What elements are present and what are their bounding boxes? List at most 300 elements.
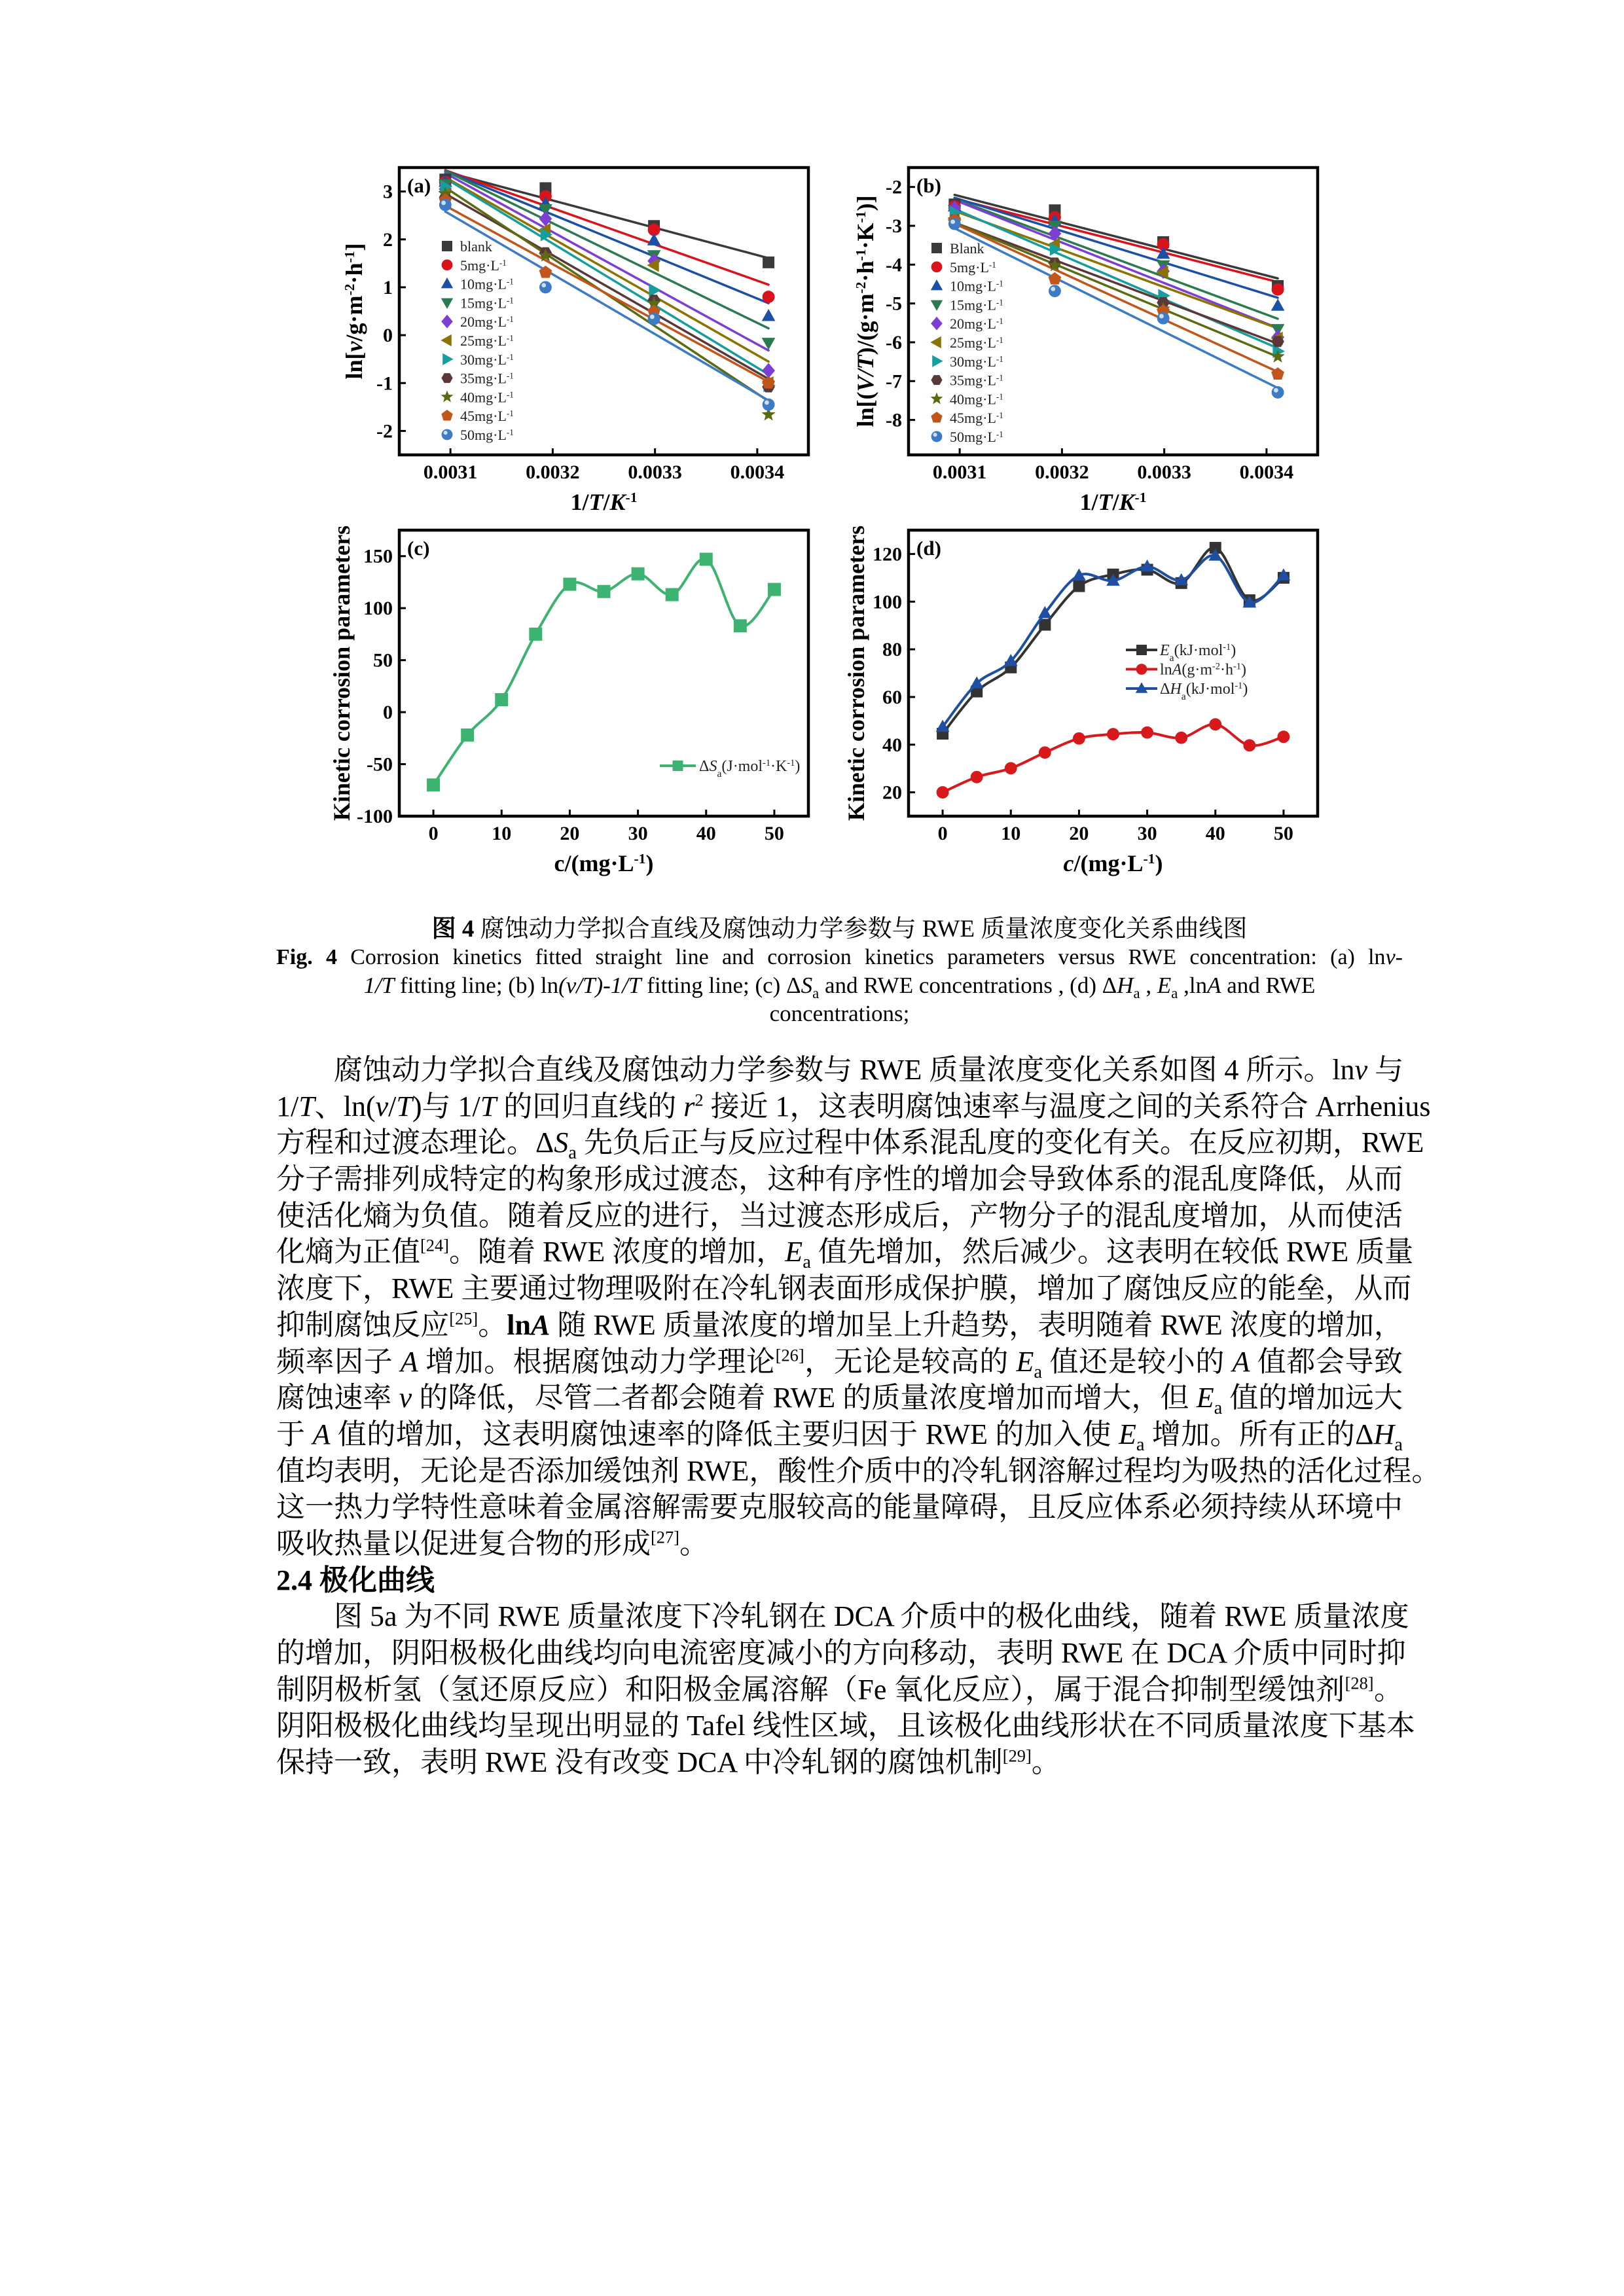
text-run: -1 <box>506 408 514 418</box>
text-line <box>276 1380 1403 1416</box>
data-point <box>1271 298 1285 310</box>
legend-label <box>460 276 514 293</box>
text-run: E <box>785 1236 803 1268</box>
legend-item <box>931 259 996 276</box>
y-tick-label: 40 <box>882 734 902 756</box>
text-run: [28] <box>1344 1673 1374 1693</box>
legend-label <box>460 314 514 330</box>
text-run: ，无论是较高的 <box>804 1345 1017 1378</box>
text-run: /(mg·L <box>1074 850 1144 876</box>
text-run: 1/T <box>363 973 395 998</box>
sphere-body <box>763 399 775 411</box>
text-run: (v/T)-1/T <box>558 973 641 998</box>
text-run: 图 5a 为不同 RWE 质量浓度下冷轧钢在 DCA 介质中的极化曲线，随着 RWE 质量浓度 <box>334 1600 1409 1633</box>
text-line <box>276 1088 1431 1125</box>
legend-item <box>442 257 507 274</box>
y-tick-label: -100 <box>357 806 393 827</box>
text-run: T <box>1098 489 1113 515</box>
text-run: [27] <box>651 1527 679 1547</box>
text-run: 5mg·L <box>460 257 499 274</box>
y-axis-title <box>329 526 355 821</box>
text-run: 保持一致，表明 RWE 没有改变 DCA 中冷轧钢的腐蚀机制 <box>276 1746 1003 1779</box>
text-run: 1/ <box>276 1090 299 1122</box>
text-run: E <box>1119 1418 1136 1450</box>
data-point <box>632 567 645 581</box>
legend-item <box>441 408 514 424</box>
text-run: A <box>312 1418 331 1450</box>
text-run: -1 <box>506 332 514 343</box>
text-run: -1 <box>1134 490 1147 505</box>
x-tick-label: 0.0032 <box>1035 461 1089 483</box>
text-run: 25mg·L <box>950 334 996 351</box>
body-text <box>276 1052 1441 1781</box>
text-run: v <box>399 1382 412 1414</box>
legend-item <box>1126 662 1246 679</box>
y-tick-label: -4 <box>886 254 902 276</box>
legend-item <box>441 389 514 405</box>
text-run: -1 <box>996 429 1003 439</box>
text-run: E <box>1016 1345 1034 1378</box>
sphere-highlight <box>444 431 448 435</box>
text-run: ·K <box>770 758 787 775</box>
legend-label <box>950 240 984 257</box>
text-run: v <box>1354 1054 1368 1086</box>
text-run: -1 <box>1223 642 1231 653</box>
caption-english-line <box>276 999 1403 1028</box>
section-heading <box>276 1562 1403 1599</box>
text-run: E <box>1157 973 1172 998</box>
data-point <box>1157 312 1170 325</box>
text-run: 的回归直线的 <box>496 1090 684 1122</box>
text-run: 值还是较小的 <box>1042 1345 1233 1378</box>
fit-line <box>445 171 768 258</box>
text-run: 使活化熵为负值。随着反应的进行，当过渡态形成后，产物分子的混乱度增加，从而使活 <box>276 1199 1403 1232</box>
text-run: 45mg·L <box>460 408 507 425</box>
text-line <box>276 1198 1403 1234</box>
chart-panel-a <box>341 168 808 515</box>
data-point <box>1073 581 1085 592</box>
fit-line <box>954 195 1278 279</box>
legend-label <box>950 372 1003 389</box>
text-run: 增加。所有正的Δ <box>1144 1418 1374 1450</box>
text-run: 15mg·L <box>950 296 996 314</box>
text-run: 。随着 RWE 浓度的增加， <box>448 1236 785 1268</box>
y-tick-label: 120 <box>873 543 902 565</box>
data-point <box>700 552 713 565</box>
legend-marker <box>1136 645 1147 655</box>
text-run: 随 RWE 质量浓度的增加呈上升趋势，表明随着 RWE 浓度的增加， <box>550 1308 1403 1341</box>
text-run: A <box>1232 1345 1250 1378</box>
text-run: 。 <box>478 1308 507 1341</box>
y-tick-label: 1 <box>383 276 393 298</box>
text-run: 增加。根据腐蚀动力学理论 <box>418 1345 776 1378</box>
panel-label: (a) <box>407 174 431 197</box>
text-run: ,ln <box>1178 973 1208 998</box>
text-run: concentrations; <box>769 1001 910 1026</box>
legend-marker <box>931 300 943 311</box>
y-tick-label: 20 <box>882 781 902 804</box>
text-run: 频率因子 <box>276 1345 401 1378</box>
text-run: (kJ·mol <box>1174 642 1223 659</box>
sphere-highlight <box>765 401 769 405</box>
sphere-highlight <box>950 219 955 224</box>
text-run: 腐蚀动力学拟合直线及腐蚀动力学参数与 RWE 质量浓度变化关系如图 4 所示。ln <box>334 1054 1355 1086</box>
text-line <box>276 1598 1409 1635</box>
text-run: v <box>375 1090 389 1122</box>
text-run: 腐蚀速率 <box>276 1382 399 1414</box>
text-run: S <box>801 973 813 998</box>
text-run: 浓度下，RWE 主要通过物理吸附在冷轧钢表面形成保护膜，增加了腐蚀反应的能垒，从而 <box>276 1272 1412 1305</box>
y-tick-label: 60 <box>882 686 902 708</box>
sphere-highlight <box>541 283 546 287</box>
y-tick-label: -7 <box>886 370 902 393</box>
text-run: 的降低，尽管二者都会随着 RWE 的质量浓度增加而增大，但 <box>412 1382 1197 1414</box>
legend-label <box>460 257 507 274</box>
text-run: a <box>1181 691 1186 702</box>
x-axis-title <box>570 489 637 515</box>
text-line <box>276 1270 1412 1307</box>
x-tick-label: 0.0031 <box>423 461 478 483</box>
legend-item <box>660 758 800 780</box>
text-run: c <box>1063 850 1074 876</box>
text-run: 于 <box>276 1418 313 1450</box>
data-point <box>1005 762 1017 774</box>
text-run: -1 <box>996 315 1003 326</box>
paragraph <box>276 1598 1415 1780</box>
legend-label <box>460 351 514 368</box>
text-run: -1 <box>506 276 514 287</box>
legend-item <box>930 334 1003 351</box>
text-run: 值的增加，这表明腐蚀速率的降低主要归因于 RWE 的加入使 <box>330 1418 1119 1450</box>
text-run: 35mg·L <box>460 370 507 387</box>
text-run: ) <box>1155 850 1163 876</box>
caption-chinese <box>276 915 1403 943</box>
x-axis-title <box>1064 850 1163 876</box>
text-run: 30mg·L <box>950 353 996 370</box>
text-run: -1 <box>996 278 1003 289</box>
legend <box>660 758 800 780</box>
legend-label <box>950 334 1003 351</box>
data-point <box>529 628 542 641</box>
text-run: -1 <box>506 314 514 324</box>
text-run: 图 4 <box>431 916 475 942</box>
x-tick-label: 0.0031 <box>932 461 987 483</box>
legend-marker <box>441 278 453 288</box>
text-run: 接近 1，这表明腐蚀速率与温度之间的关系符合 Arrhenius <box>703 1090 1431 1122</box>
data-point <box>1175 732 1187 744</box>
text-run: -1 <box>996 353 1003 364</box>
data-point <box>1049 285 1061 297</box>
caption-english-line <box>276 971 1403 999</box>
legend-marker <box>1136 664 1147 675</box>
text-run: -1 <box>1233 661 1241 672</box>
text-run: ·K <box>852 223 878 249</box>
sphere-highlight <box>1159 314 1164 319</box>
legend-marker <box>931 392 943 404</box>
sphere-body <box>1049 285 1061 297</box>
legend-label <box>950 429 1003 445</box>
sphere-highlight <box>1274 388 1278 393</box>
text-run: 这一热力学特性意味着金属溶解需要克服较高的能量障碍，且反应体系必须持续从环境中 <box>276 1491 1403 1524</box>
text-run: -1 <box>996 391 1003 401</box>
y-tick-label: 3 <box>383 181 393 203</box>
panel-label: (b) <box>916 174 941 197</box>
text-run: -1 <box>996 372 1003 383</box>
text-run: 化熵为正值 <box>276 1236 420 1268</box>
text-run: T <box>396 1090 412 1122</box>
legend-item <box>1126 642 1236 664</box>
legend <box>1126 642 1248 702</box>
legend-label <box>460 370 514 387</box>
text-run: E <box>1196 1382 1214 1414</box>
data-point <box>1039 746 1051 759</box>
text-run: v- <box>1385 945 1403 969</box>
text-run: 2 <box>695 1090 704 1110</box>
text-run: 40mg·L <box>460 389 507 406</box>
text-run: 。 <box>679 1527 708 1560</box>
text-run: A <box>1172 661 1182 679</box>
text-run: a <box>1133 985 1140 1001</box>
data-point <box>1049 272 1062 285</box>
text-run: A <box>1207 973 1221 998</box>
data-point <box>666 588 679 601</box>
figure-4 <box>0 0 1624 903</box>
text-run: ·h <box>852 260 878 282</box>
legend-item <box>442 238 492 255</box>
text-run: 15mg·L <box>460 295 507 312</box>
text-run: v <box>341 341 367 352</box>
text-run: K <box>1119 489 1135 515</box>
legend-marker <box>931 431 943 442</box>
legend-label <box>1160 681 1248 702</box>
text-run: 值都会导致 <box>1250 1345 1403 1378</box>
text-run: 的增加，阴阳极极化曲线均向电流密度减小的方向移动，表明 RWE 在 DCA 介质中同时抑 <box>276 1637 1406 1669</box>
text-run: 分子需排列成特定的构象形成过渡态，这种有序性的增加会导致体系的混乱度降低，从而 <box>276 1163 1403 1196</box>
legend-marker <box>441 390 454 402</box>
text-run: ] <box>341 243 367 251</box>
text-run: ·h <box>341 262 367 284</box>
x-tick-label: 0.0032 <box>526 461 580 483</box>
text-run: ·h <box>1220 661 1233 679</box>
sphere-body <box>1157 312 1170 325</box>
legend-item <box>932 353 1003 370</box>
text-run: H <box>1117 973 1134 998</box>
legend-marker <box>931 317 943 331</box>
legend-marker <box>441 315 453 329</box>
text-run: A <box>400 1345 418 1378</box>
legend-label <box>699 758 800 780</box>
legend-label <box>460 389 514 405</box>
text-run: Kinetic corrosion parameters <box>329 525 355 821</box>
text-run: Blank <box>950 240 984 257</box>
text-run: -1 <box>763 758 771 768</box>
y-tick-label: -1 <box>376 372 393 395</box>
legend-marker <box>442 241 452 251</box>
legend-label <box>460 408 514 424</box>
y-tick-label: 0 <box>383 702 393 724</box>
text-run: A <box>530 1308 550 1341</box>
text-run: fitting line; (c) Δ <box>641 973 801 998</box>
text-run: a <box>812 985 820 1001</box>
text-run: S <box>709 758 717 775</box>
text-run: [24] <box>420 1235 449 1255</box>
data-point <box>495 693 508 706</box>
data-point <box>763 399 775 411</box>
text-run: a <box>568 1143 577 1164</box>
text-run: ln <box>1160 661 1172 679</box>
y-tick-label: -6 <box>886 331 902 353</box>
legend-marker <box>441 410 452 421</box>
legend-label <box>950 296 1003 313</box>
text-run: ln[ <box>341 351 367 380</box>
text-run: -1 <box>625 490 638 505</box>
text-run: (kJ·mol <box>1185 681 1235 698</box>
text-run: 1/ <box>1079 489 1098 515</box>
text-run: 。 <box>1031 1746 1060 1779</box>
text-run: 1/ <box>570 489 589 515</box>
text-line <box>276 1672 1403 1708</box>
text-run: -2 <box>342 283 357 296</box>
y-axis-title <box>341 243 367 379</box>
text-run: -1 <box>506 427 514 437</box>
text-run: -1 <box>506 370 514 381</box>
legend-label <box>950 353 1003 370</box>
legend-marker <box>932 355 943 367</box>
text-run: and RWE concentrations , (d) Δ <box>819 973 1117 998</box>
y-tick-label: 100 <box>873 591 902 613</box>
sphere-body <box>648 313 660 325</box>
text-run: -1 <box>853 249 869 261</box>
data-point <box>1141 726 1153 739</box>
data-point <box>427 778 440 791</box>
x-tick-label: 40 <box>1205 823 1225 844</box>
sphere-highlight <box>933 433 937 437</box>
data-point <box>648 313 660 325</box>
text-run: 值先增加，然后减少。这表明在较低 RWE 质量 <box>810 1236 1414 1268</box>
text-run: 50mg·L <box>460 427 507 443</box>
sphere-body <box>539 281 552 293</box>
text-run: 50mg·L <box>950 429 996 445</box>
data-point <box>439 199 452 211</box>
legend-label <box>950 410 1003 426</box>
text-run: / <box>603 489 610 515</box>
text-line <box>276 1161 1403 1198</box>
data-point <box>461 728 474 742</box>
legend-marker <box>442 259 453 270</box>
text-run: -1 <box>787 758 795 768</box>
text-line <box>276 1526 1403 1562</box>
text-run: H <box>1373 1418 1395 1450</box>
text-run: -1 <box>506 389 514 399</box>
x-tick-label: 30 <box>628 823 648 844</box>
chart-panel-c <box>329 526 808 876</box>
text-run: ln <box>507 1308 531 1341</box>
legend-item <box>442 427 514 443</box>
sphere-highlight <box>650 315 655 319</box>
paragraph <box>276 1052 1441 1562</box>
text-run: V/T <box>852 355 878 392</box>
text-line <box>276 1344 1403 1380</box>
legend-item <box>1126 681 1248 702</box>
text-run: Δ <box>1160 681 1170 698</box>
text-run: -1 <box>853 211 869 223</box>
text-run: /g·m <box>341 295 367 342</box>
text-run: Corrosion kinetics fitted straight line and corrosion kinetics parameters versus RWE concentration: (a) ln <box>336 945 1386 969</box>
sphere-body <box>948 218 961 230</box>
legend-item <box>441 332 513 349</box>
text-run: ) <box>645 850 654 876</box>
text-run: E <box>1160 642 1170 659</box>
data-point <box>763 291 775 303</box>
x-tick-label: 0.0033 <box>1137 461 1191 483</box>
legend-label <box>460 295 514 311</box>
sphere-body <box>442 429 453 440</box>
legend-marker <box>441 373 452 383</box>
text-run: 35mg·L <box>950 372 996 389</box>
text-run: -1 <box>499 257 507 268</box>
data-point <box>762 309 776 321</box>
sphere-highlight <box>441 201 446 206</box>
x-axis-title <box>1079 489 1146 515</box>
legend-label <box>460 427 514 443</box>
text-run: T <box>298 1090 315 1122</box>
legend-marker <box>673 761 683 771</box>
legend-marker <box>930 336 941 348</box>
x-tick-label: 10 <box>492 823 512 844</box>
text-run: -1 <box>996 410 1003 420</box>
data-point <box>937 786 949 798</box>
chart-panel-b <box>852 168 1318 515</box>
x-tick-label: 50 <box>764 823 784 844</box>
text-run: 抑制腐蚀反应 <box>276 1308 450 1341</box>
y-tick-label: 50 <box>373 649 393 672</box>
legend-item <box>931 410 1003 426</box>
data-point <box>1272 283 1284 296</box>
data-point <box>1073 732 1085 745</box>
legend <box>930 240 1003 445</box>
legend-marker <box>931 279 943 290</box>
text-line <box>276 1124 1424 1164</box>
legend-marker <box>931 261 943 272</box>
legend-label <box>950 278 1003 295</box>
text-run: 、ln( <box>314 1090 376 1122</box>
data-point <box>1243 739 1255 751</box>
x-tick-label: 0.0034 <box>730 461 785 483</box>
x-tick-label: 10 <box>1001 823 1021 844</box>
text-run: ln[( <box>852 391 878 427</box>
y-tick-label: 150 <box>363 545 393 567</box>
data-point <box>1107 728 1119 740</box>
text-run: 30mg·L <box>460 351 507 368</box>
data-point <box>1277 730 1290 743</box>
sphere-body <box>1272 386 1284 399</box>
legend-item <box>441 314 514 330</box>
x-tick-label: 20 <box>1069 823 1089 844</box>
x-tick-label: 20 <box>560 823 580 844</box>
text-line <box>276 1562 1403 1599</box>
text-run: Fig. 4 <box>276 945 337 969</box>
text-run: )] <box>852 195 878 211</box>
y-tick-label: -50 <box>367 753 393 776</box>
data-point <box>971 771 983 783</box>
y-axis-title <box>843 526 869 821</box>
text-run: [25] <box>449 1308 478 1329</box>
sphere-body <box>931 431 943 442</box>
legend-item <box>441 370 513 387</box>
text-run: 。 <box>1373 1673 1403 1706</box>
chart-panel-d <box>843 526 1318 876</box>
data-point <box>563 578 576 591</box>
